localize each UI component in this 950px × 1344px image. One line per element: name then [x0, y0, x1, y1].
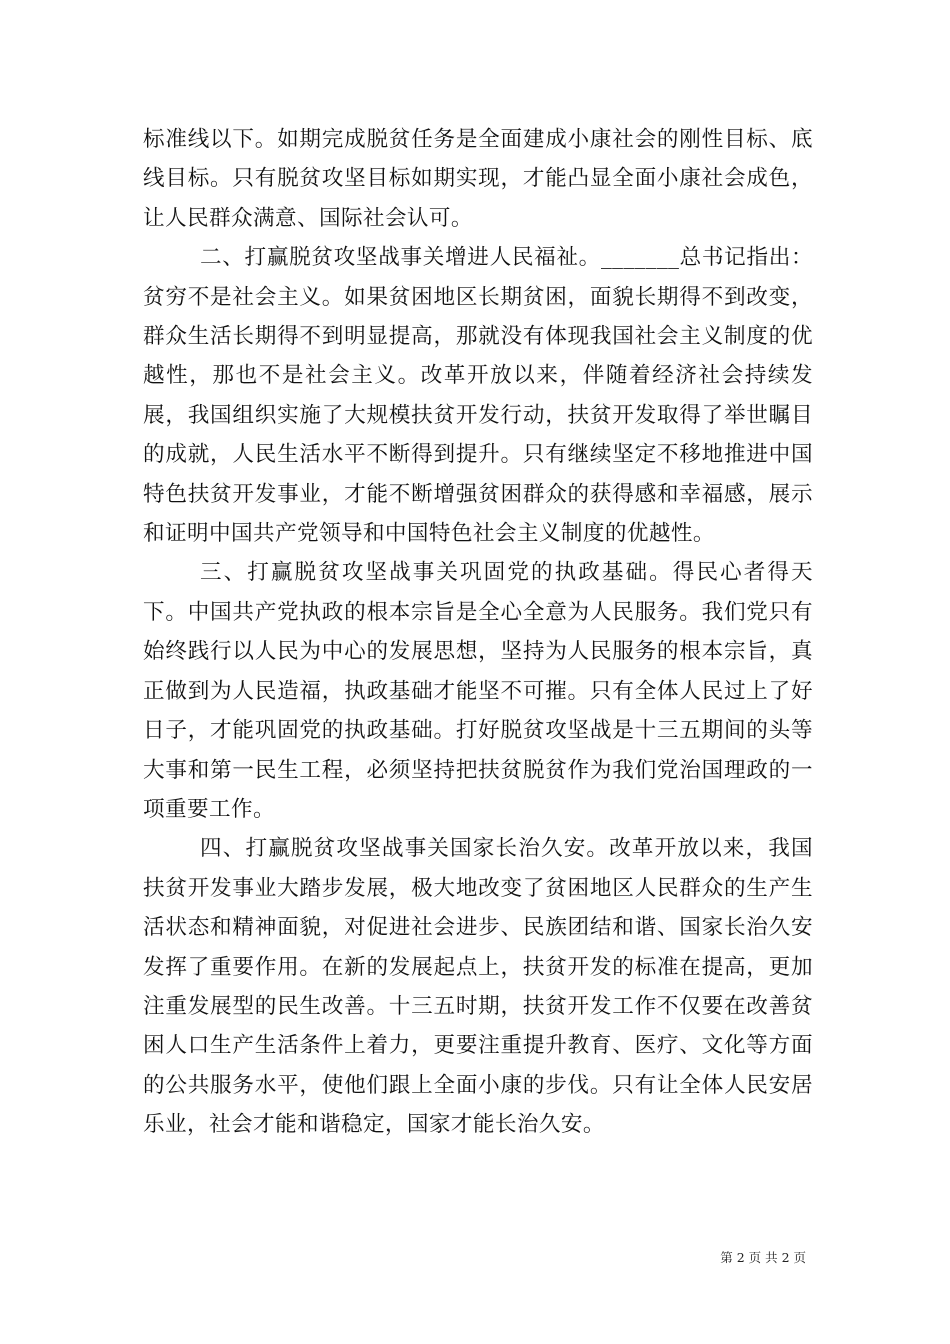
paragraph-3: 三、打赢脱贫攻坚战事关巩固党的执政基础。得民心者得天下。中国共产党执政的根本宗旨是全心全意为人民服务。我们党只有始终践行以人民为中心的发展思想，坚持为人民服务的根本宗旨，真正做到为人民造福，执政基础才能坚不可摧。只有全体人民过上了好日子，才能巩固党的执政基础。打好脱贫攻坚战是十三五期间的头等大事和第一民生工程，必须坚持把扶贫脱贫作为我们党治国理政的一项重要工作。 — [143, 560, 813, 822]
paragraph-2: 二、打赢脱贫攻坚战事关增进人民福祉。_______总书记指出：贫穷不是社会主义。如果贫困地区长期贫困，面貌长期得不到改变，群众生活长期得不到明显提高，那就没有体现我国社会主义制度的优越性，那也不是社会主义。改革开放以来，伴随着经济社会持续发展，我国组织实施了大规模扶贫开发行动，扶贫开发取得了举世瞩目的成就，人民生活水平不断得到提升。只有继续坚定不移地推进中国特色扶贫开发事业，才能不断增强贫困群众的获得感和幸福感，展示和证明中国共产党领导和中国特色社会主义制度的优越性。 — [143, 245, 813, 547]
paragraph-1: 标准线以下。如期完成脱贫任务是全面建成小康社会的刚性目标、底线目标。只有脱贫攻坚目标如期实现，才能凸显全面小康社会成色，让人民群众满意、国际社会认可。 — [143, 127, 813, 231]
document-body — [143, 120, 813, 1145]
page-number-footer: 第 2 页 共 2 页 — [720, 1250, 806, 1265]
paragraph-4: 四、打赢脱贫攻坚战事关国家长治久安。改革开放以来，我国扶贫开发事业大踏步发展，极大地改变了贫困地区人民群众的生产生活状态和精神面貌，对促进社会进步、民族团结和谐、国家长治久安发挥了重要作用。在新的发展起点上，扶贫开发的标准在提高，更加注重发展型的民生改善。十三五时期，扶贫开发工作不仅要在改善贫困人口生产生活条件上着力，更要注重提升教育、医疗、文化等方面的公共服务水平，使他们跟上全面小康的步伐。只有让全体人民安居乐业，社会才能和谐稳定，国家才能长治久安。 — [143, 836, 813, 1138]
